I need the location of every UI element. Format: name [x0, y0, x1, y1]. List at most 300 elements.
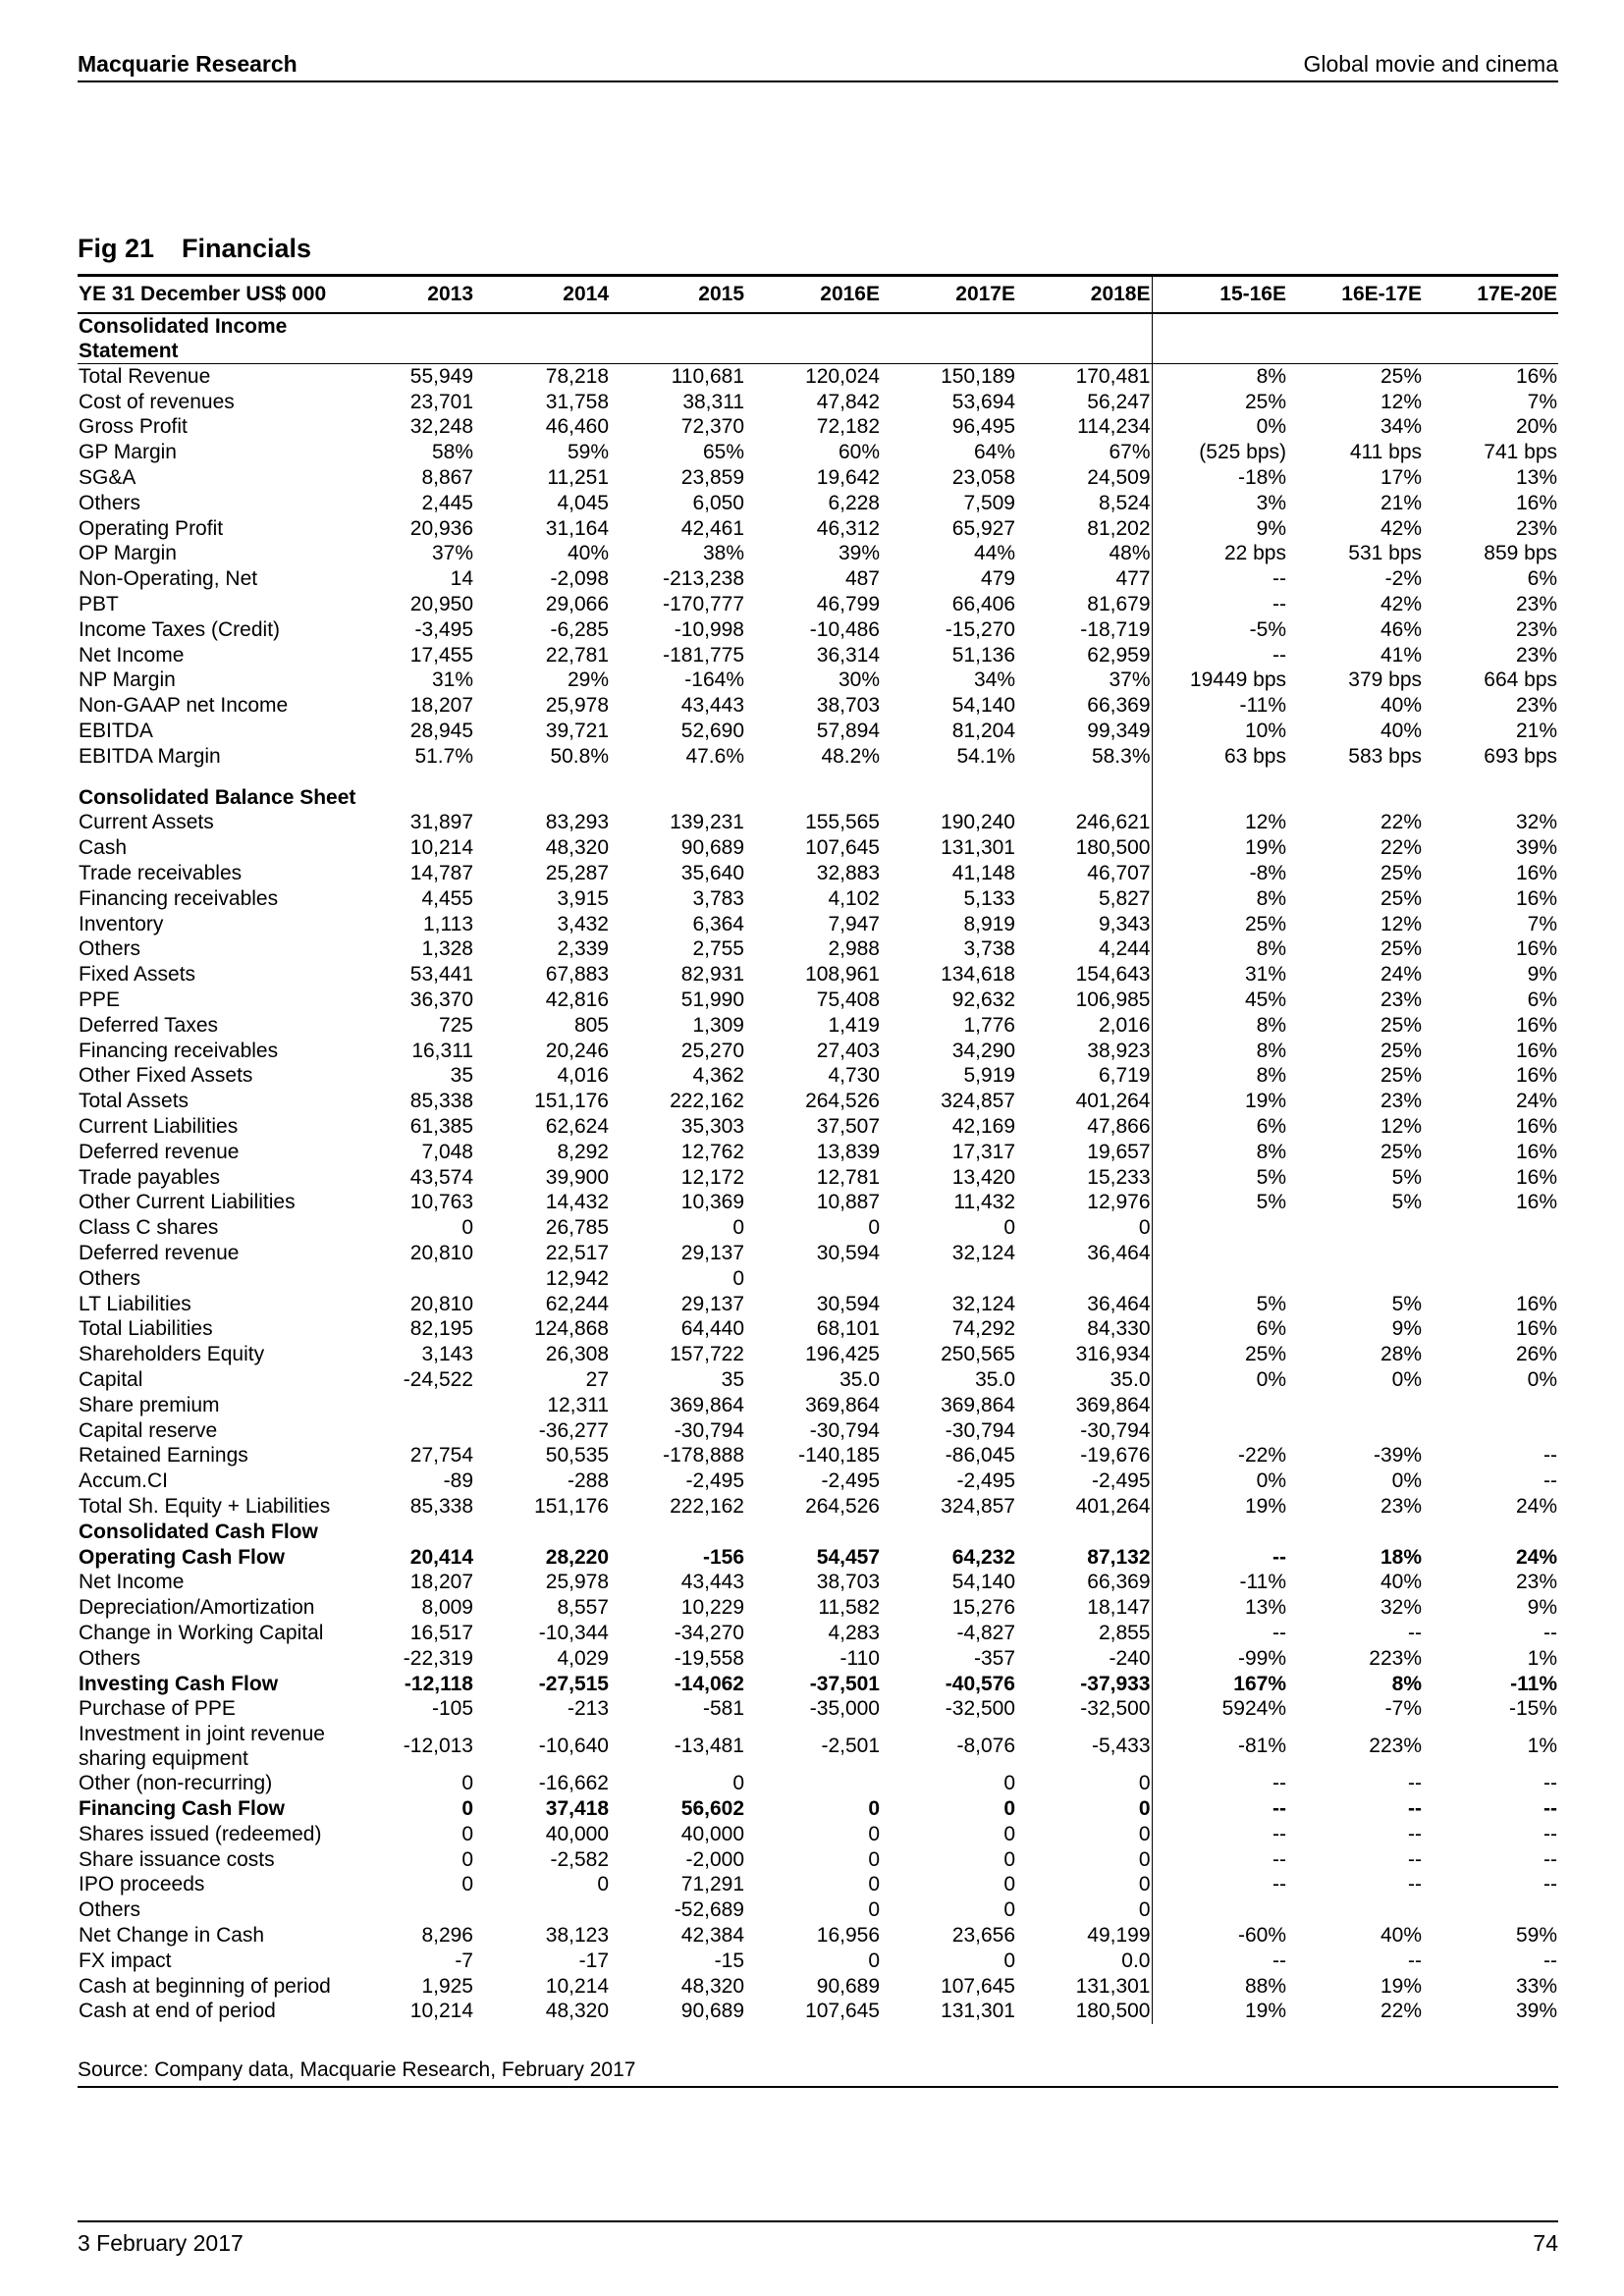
empty-cell [610, 1520, 745, 1545]
table-cell: 19,657 [1016, 1140, 1152, 1165]
table-cell: 12% [1380, 390, 1422, 413]
table-cell: 369,864 [670, 1393, 744, 1416]
column-header: 17E-20E [1423, 276, 1558, 314]
table-cell: 12,172 [680, 1165, 744, 1189]
row-label: NP Margin [79, 668, 176, 692]
table-cell: 2,988 [828, 937, 880, 961]
table-row [78, 811, 1558, 836]
table-cell: -5,433 [1016, 1722, 1152, 1771]
table-cell: 8% [1256, 1039, 1286, 1062]
table-cell: 0 [461, 1873, 473, 1896]
table-cell: -22,319 [403, 1646, 473, 1670]
table-cell: -- [1272, 1822, 1286, 1845]
table-cell: 19,642 [816, 466, 880, 490]
table-row [78, 1672, 1558, 1697]
table-cell: 8% [1391, 1672, 1422, 1695]
table-cell: -- [1272, 1545, 1286, 1569]
table-cell: 12% [1380, 1115, 1422, 1138]
table-cell: -581 [702, 1697, 744, 1721]
table-cell: 23% [1515, 694, 1557, 718]
table-cell: 42,461 [680, 516, 744, 540]
spacer-row [78, 770, 1558, 785]
table-cell: 16% [1515, 1140, 1557, 1163]
table-cell: 25,287 [545, 862, 609, 885]
row-label: Non-Operating, Net [79, 567, 258, 591]
table-cell: 63 bps [1223, 744, 1286, 768]
table-row [78, 1595, 1558, 1621]
table-cell: 43,574 [409, 1165, 473, 1189]
table-cell: 35 [450, 1064, 473, 1088]
table-cell: 40% [1380, 720, 1422, 743]
table-cell: 38% [702, 542, 744, 565]
table-cell: 62,244 [545, 1292, 609, 1315]
table-cell: 58.3% [1016, 744, 1152, 770]
row-label: Trade payables [79, 1165, 220, 1189]
figure-caption: Financials [182, 234, 312, 263]
table-cell: 87,132 [1016, 1545, 1152, 1571]
table-cell: 487 [844, 567, 880, 591]
table-cell: 38,311 [682, 390, 744, 413]
table-cell: 50.8% [550, 744, 609, 768]
table-cell: 150,189 [941, 364, 1015, 388]
table-cell: -- [1408, 1847, 1422, 1871]
table-cell: 13,839 [816, 1140, 880, 1163]
table-cell: 1% [1527, 1735, 1557, 1758]
table-cell: 28% [1380, 1343, 1422, 1366]
table-cell: 4,283 [828, 1621, 880, 1644]
table-cell: 25% [1380, 1140, 1422, 1163]
table-cell: 5% [1391, 1191, 1422, 1214]
table-cell: 25,270 [680, 1039, 744, 1062]
row-label: Other (non-recurring) [79, 1772, 273, 1795]
table-cell: 12,311 [547, 1393, 609, 1416]
table-cell: 16% [1515, 1115, 1557, 1138]
table-cell: -13,481 [674, 1735, 744, 1758]
table-cell: 39% [1515, 836, 1557, 860]
table-cell: 1,309 [692, 1013, 744, 1037]
table-cell: -2,495 [685, 1469, 744, 1493]
table-cell: 5,827 [1016, 886, 1152, 912]
table-cell: 32,124 [951, 1292, 1015, 1315]
table-cell: 114,234 [1016, 415, 1152, 441]
table-cell: 0 [868, 1873, 880, 1896]
table-cell [1152, 1418, 1287, 1444]
table-cell: -30,794 [809, 1418, 880, 1442]
table-cell: -2,582 [550, 1847, 609, 1871]
table-row [78, 1443, 1558, 1468]
table-cell [745, 1266, 881, 1292]
table-cell: -2,501 [821, 1735, 880, 1758]
table-cell: 23% [1380, 1090, 1422, 1113]
table-cell: -10,998 [674, 617, 744, 641]
row-label: Trade receivables [79, 862, 243, 885]
table-cell: -288 [567, 1469, 609, 1493]
table-cell: 1,328 [421, 937, 473, 961]
table-cell: 20% [1515, 415, 1557, 439]
table-cell: 131,301 [1016, 1974, 1152, 2000]
table-cell: 16,956 [816, 1923, 880, 1947]
table-cell: 9% [1391, 1317, 1422, 1341]
table-cell: 12,976 [1016, 1191, 1152, 1216]
table-cell: 48.2% [821, 744, 880, 768]
table-cell: 108,961 [805, 963, 880, 987]
table-cell: 0 [1003, 1822, 1015, 1845]
table-cell: 0 [1016, 1872, 1152, 1897]
table-cell: 0% [1256, 1367, 1286, 1391]
table-cell: 0 [868, 1847, 880, 1871]
table-cell: 0% [1256, 1469, 1286, 1493]
table-cell: -- [1543, 1621, 1557, 1644]
table-cell: -8,076 [956, 1735, 1015, 1758]
table-cell: 41,148 [951, 862, 1015, 885]
table-cell: 805 [573, 1013, 609, 1037]
column-header: 15-16E [1152, 276, 1287, 314]
table-cell: 8,009 [421, 1596, 473, 1620]
row-label: EBITDA [79, 720, 153, 743]
table-cell [372, 1393, 474, 1418]
table-cell: 8,557 [557, 1596, 609, 1620]
table-cell: 264,526 [805, 1494, 880, 1518]
table-row [78, 1165, 1558, 1191]
table-cell: 0% [1391, 1469, 1422, 1493]
table-cell: -81% [1237, 1735, 1286, 1758]
table-cell: 39% [1515, 2000, 1557, 2023]
table-cell: 16% [1515, 1064, 1557, 1088]
table-row [78, 988, 1558, 1013]
table-cell: 19% [1244, 1494, 1286, 1518]
table-cell: -- [1543, 1847, 1557, 1871]
table-cell: 20,810 [409, 1292, 473, 1315]
table-cell: -- [1272, 1796, 1286, 1820]
table-cell: 74,292 [951, 1317, 1015, 1341]
column-header-label: YE 31 December US$ 000 [78, 276, 372, 314]
table-cell: 68,101 [816, 1317, 880, 1341]
table-cell: 48,320 [545, 2000, 609, 2023]
table-cell: 26,308 [545, 1343, 609, 1366]
table-cell: 61,385 [409, 1115, 473, 1138]
table-cell: 8,867 [421, 466, 473, 490]
table-cell: 29,066 [545, 593, 609, 616]
table-cell: 36,370 [409, 988, 473, 1012]
table-cell: -27,515 [538, 1672, 609, 1695]
table-cell: 54.1% [956, 744, 1015, 768]
table-cell: 411 bps [1349, 441, 1422, 464]
table-cell: 2,755 [692, 937, 744, 961]
table-cell: 37% [1016, 668, 1152, 694]
table-cell [474, 1897, 610, 1923]
empty-cell [372, 1520, 474, 1545]
table-cell: -110 [839, 1646, 880, 1670]
table-cell: 35.0 [839, 1367, 880, 1391]
table-cell: 11,432 [953, 1191, 1015, 1214]
table-cell: 223% [1369, 1735, 1422, 1758]
page-number: 74 [1533, 2230, 1558, 2256]
table-cell: 67% [1016, 440, 1152, 465]
table-cell: 0% [1391, 1367, 1422, 1391]
table-cell: 5,919 [963, 1064, 1015, 1088]
table-cell: 196,425 [805, 1343, 880, 1366]
table-cell: 7,048 [421, 1140, 473, 1163]
table-cell: 33% [1515, 1974, 1557, 1998]
financials-table [78, 274, 1558, 2024]
table-cell: 48,320 [680, 1974, 744, 1998]
table-cell: 96,495 [951, 415, 1015, 439]
table-cell: 29,137 [680, 1292, 744, 1315]
figure-title [78, 234, 311, 264]
table-cell [372, 1418, 474, 1444]
table-cell: 62,959 [1016, 643, 1152, 668]
table-cell: 60% [838, 441, 880, 464]
table-cell: 46,799 [816, 593, 880, 616]
table-row [78, 1013, 1558, 1039]
spacer-cell [1152, 770, 1287, 785]
table-cell: 12,781 [816, 1165, 880, 1189]
table-cell: 8% [1256, 1140, 1286, 1163]
table-cell: 6,719 [1016, 1064, 1152, 1090]
table-cell: 0 [732, 1216, 744, 1240]
table-cell: 46,707 [1016, 861, 1152, 886]
table-cell: -156 [702, 1545, 744, 1569]
row-label: Share issuance costs [79, 1847, 275, 1871]
table-cell: 18% [1380, 1545, 1422, 1569]
table-cell: -178,888 [663, 1444, 744, 1468]
table-cell: -- [1272, 1847, 1286, 1871]
table-cell: 53,694 [951, 390, 1015, 413]
table-cell: -- [1408, 1621, 1422, 1644]
table-cell: -30,794 [1016, 1418, 1152, 1444]
table-row [78, 1241, 1558, 1266]
table-row [78, 1418, 1558, 1444]
spacer-cell [1287, 770, 1423, 785]
table-cell: 39,721 [545, 720, 609, 743]
report-title: Global movie and cinema [1303, 51, 1558, 77]
table-cell: 9,343 [1016, 912, 1152, 937]
table-cell: 32,248 [409, 415, 473, 439]
table-cell: 36,314 [816, 643, 880, 667]
table-cell: -- [1408, 1822, 1422, 1845]
table-cell: 16,517 [409, 1621, 473, 1644]
row-label: Financing receivables [79, 886, 279, 910]
empty-cell [881, 785, 1016, 811]
table-cell: -11% [1239, 694, 1286, 718]
table-cell [1423, 1418, 1558, 1444]
table-cell: 72,182 [816, 415, 880, 439]
table-cell: 30% [838, 668, 880, 692]
table-row [78, 744, 1558, 770]
table-cell: 479 [980, 567, 1015, 591]
table-cell: 14,432 [545, 1191, 609, 1214]
table-cell: 51.7% [414, 744, 473, 768]
table-cell: 84,330 [1016, 1316, 1152, 1342]
table-cell: -10,486 [809, 617, 880, 641]
table-cell: -35,000 [809, 1697, 880, 1721]
table-cell: 57,894 [816, 720, 880, 743]
table-cell: 14,787 [409, 862, 473, 885]
table-cell: 12,942 [545, 1266, 609, 1290]
table-cell: -15,270 [945, 617, 1015, 641]
table-cell: 7,509 [963, 491, 1015, 514]
table-cell: -16,662 [538, 1772, 609, 1795]
table-cell: -7 [455, 1949, 473, 1972]
row-label: Accum.CI [79, 1469, 169, 1493]
table-row [78, 1771, 1558, 1796]
table-cell: -- [1272, 1949, 1286, 1972]
table-row [78, 1191, 1558, 1216]
row-label: Net Income [79, 1571, 185, 1594]
table-cell: 2,339 [557, 937, 609, 961]
table-cell: 10,214 [545, 1974, 609, 1998]
table-cell [1423, 1215, 1558, 1241]
row-label: Shares issued (redeemed) [79, 1822, 322, 1845]
table-cell: 155,565 [805, 811, 880, 834]
table-cell: 78,218 [545, 364, 609, 388]
table-cell: 0% [1527, 1367, 1557, 1391]
table-cell: 65% [702, 441, 744, 464]
table-cell [1287, 1418, 1423, 1444]
table-cell: 1,419 [828, 1013, 880, 1037]
table-cell: 18,207 [409, 694, 473, 718]
table-cell: 18,207 [409, 1571, 473, 1594]
table-cell: 46% [1380, 617, 1422, 641]
table-cell: 28,220 [545, 1545, 609, 1569]
table-body [78, 313, 1558, 2024]
table-cell: 66,369 [1016, 1570, 1152, 1595]
table-cell [1287, 1897, 1423, 1923]
empty-cell [372, 313, 474, 364]
empty-cell [1152, 1520, 1287, 1545]
table-cell: 62,624 [545, 1115, 609, 1138]
empty-cell [881, 1520, 1016, 1545]
table-cell: 35.0 [975, 1367, 1015, 1391]
table-row [78, 1039, 1558, 1064]
table-cell [1152, 1393, 1287, 1418]
row-label: Other Current Liabilities [79, 1191, 296, 1214]
table-cell: 693 bps [1484, 744, 1557, 768]
table-cell [1152, 1266, 1287, 1292]
table-cell: 17,455 [409, 643, 473, 667]
table-cell: -2% [1384, 567, 1422, 591]
table-cell: 107,645 [805, 836, 880, 860]
table-cell: 8% [1256, 364, 1286, 388]
table-cell: 25,978 [545, 1571, 609, 1594]
table-cell: 4,016 [557, 1064, 609, 1088]
row-label: SG&A [79, 466, 136, 490]
table-row [78, 1897, 1558, 1923]
table-cell: -170,777 [663, 593, 744, 616]
table-row [78, 1292, 1558, 1317]
table-cell: -- [1543, 1469, 1557, 1493]
table-row [78, 1621, 1558, 1646]
column-header: 2013 [372, 276, 474, 314]
row-label: Fixed Assets [79, 963, 196, 987]
table-cell: 0 [868, 1898, 880, 1922]
column-header: 2015 [610, 276, 745, 314]
row-label: IPO proceeds [79, 1873, 205, 1896]
empty-cell [474, 1520, 610, 1545]
table-cell: 0 [597, 1873, 609, 1896]
table-cell: 42,384 [680, 1923, 744, 1947]
table-cell: 38,123 [545, 1923, 609, 1947]
table-cell: -17 [578, 1949, 609, 1972]
table-cell: 64,440 [680, 1317, 744, 1341]
table-cell: 0 [1016, 1822, 1152, 1847]
table-cell: 42,169 [951, 1115, 1015, 1138]
table-cell: -12,013 [403, 1735, 473, 1758]
table-cell: 50,535 [545, 1444, 609, 1468]
table-row [78, 1570, 1558, 1595]
table-cell: -30,794 [945, 1418, 1015, 1442]
table-cell: 369,864 [805, 1393, 880, 1416]
table-cell: 83,293 [545, 811, 609, 834]
table-cell: 167% [1233, 1672, 1286, 1695]
table-cell: 23,656 [951, 1923, 1015, 1947]
table-cell: 5% [1256, 1165, 1286, 1189]
table-cell: -- [1543, 1822, 1557, 1845]
empty-cell [1287, 1520, 1423, 1545]
table-cell: 75,408 [816, 988, 880, 1012]
table-cell: -60% [1237, 1923, 1286, 1947]
table-cell: 26,785 [545, 1216, 609, 1240]
table-row [78, 1468, 1558, 1494]
table-cell: 222,162 [670, 1090, 744, 1113]
table-cell: 0 [1016, 1215, 1152, 1241]
table-cell: -12,118 [404, 1672, 473, 1695]
table-cell: 6% [1256, 1317, 1286, 1341]
table-cell: 0% [1256, 415, 1286, 439]
table-cell: 369,864 [1016, 1393, 1152, 1418]
table-cell: -15% [1508, 1697, 1557, 1721]
table-row [78, 1140, 1558, 1165]
section-header-row [78, 313, 1558, 364]
table-row [78, 1722, 1558, 1771]
table-cell [1287, 1241, 1423, 1266]
table-cell: 85,338 [409, 1090, 473, 1113]
table-cell: 40% [567, 542, 609, 565]
table-cell: 42,816 [545, 988, 609, 1012]
table-cell: 4,730 [828, 1064, 880, 1088]
table-row [78, 1796, 1558, 1822]
table-cell: 4,362 [692, 1064, 744, 1088]
table-cell: 36,464 [1016, 1292, 1152, 1317]
table-cell: -- [1272, 567, 1286, 591]
table-row [78, 1316, 1558, 1342]
spacer-cell [1016, 770, 1152, 785]
figure-number: Fig 21 [78, 234, 155, 263]
table-cell: 8,292 [557, 1140, 609, 1163]
table-cell: 2,445 [421, 491, 473, 514]
table-cell: 0 [1016, 1796, 1152, 1822]
empty-cell [1287, 785, 1423, 811]
table-cell: 157,722 [670, 1343, 744, 1366]
table-cell: 0 [732, 1772, 744, 1795]
table-cell: -181,775 [663, 643, 744, 667]
table-cell: 0 [868, 1949, 880, 1972]
table-cell: 43,443 [680, 1571, 744, 1594]
table-cell: 139,231 [670, 811, 744, 834]
table-cell: 18,147 [1016, 1595, 1152, 1621]
table-cell: 40% [1380, 1923, 1422, 1947]
table-cell: 401,264 [1016, 1089, 1152, 1114]
table-row [78, 1646, 1558, 1672]
table-row [78, 1872, 1558, 1897]
table-cell: 324,857 [941, 1494, 1015, 1518]
empty-cell [1423, 785, 1558, 811]
table-cell: 99,349 [1016, 719, 1152, 744]
table-cell: 25% [1380, 937, 1422, 961]
table-cell: -86,045 [945, 1444, 1015, 1468]
table-cell: 8% [1256, 1013, 1286, 1037]
table-cell [1423, 1266, 1558, 1292]
